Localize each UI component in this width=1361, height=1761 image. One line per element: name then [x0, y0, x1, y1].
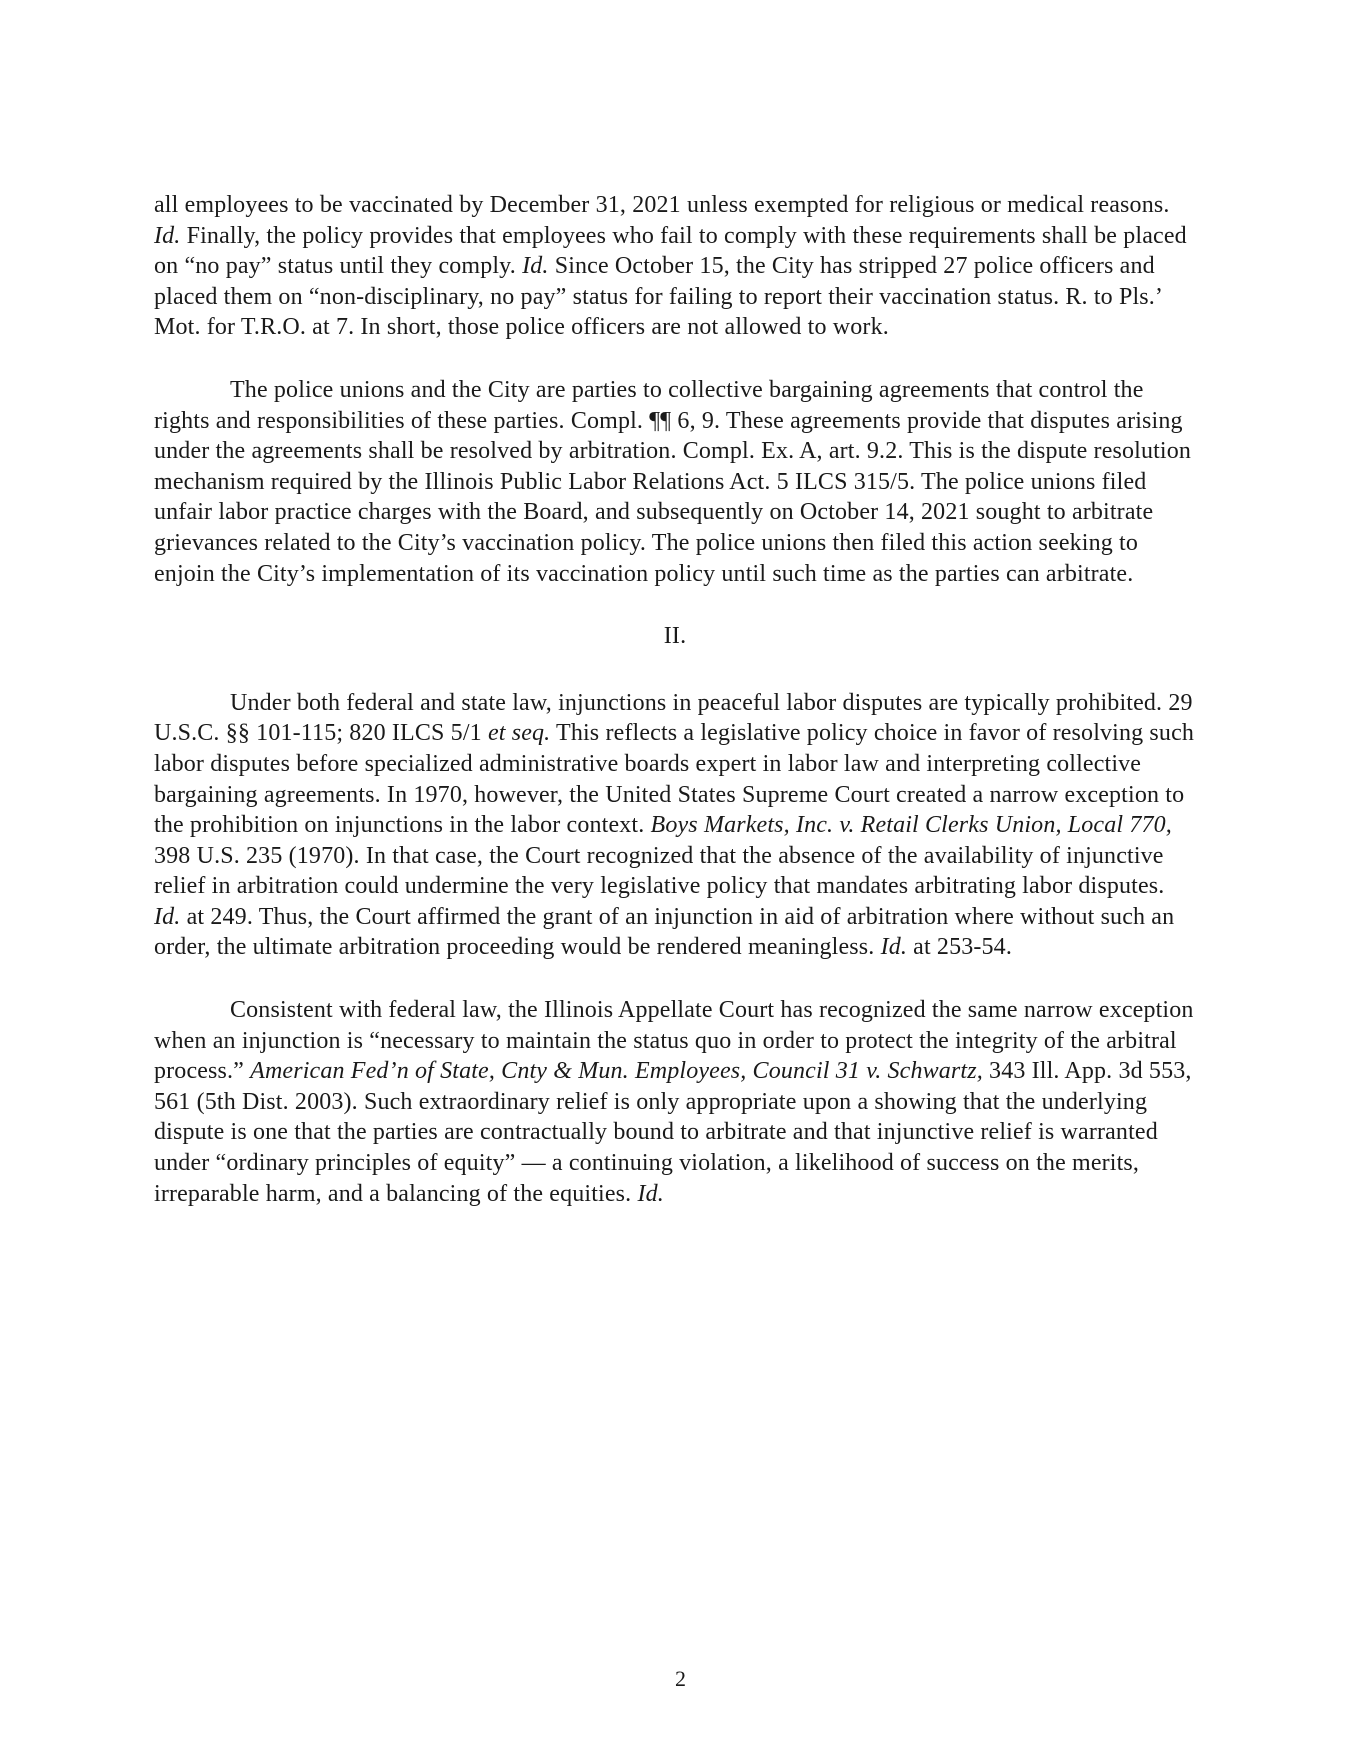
italic-citation: Id.: [154, 903, 181, 930]
paragraph-text: Since October 15, the City has stripped 27 police officers and placed them on “non-disciplinary, no pay” status for failing to report their vaccination status. R. to Pls.’ Mot. for T.R.O. at 7. In short, those police officers are not allowed to work.: [154, 253, 1162, 341]
paragraph-text: The police unions and the City are parties to collective bargaining agreements that control the rights and responsibilities of these parties. Compl. ¶¶ 6, 9. These agreements provide that disputes arising under the agreements shall be resolved by arbitration. Compl. Ex. A, art. 9.2. This is the dispute resolution mechanism required by the Illinois Public Labor Relations Act. 5 ILCS 315/5. The police unions filed unfair labor practice charges with the Board, and subsequently on October 14, 2021 sought to arbitrate grievances related to the City’s vaccination policy. The police unions then filed this action seeking to enjoin the City’s implementation of its vaccination policy until such time as the parties can arbitrate.: [154, 376, 1192, 587]
italic-citation: et seq.: [487, 720, 551, 747]
page-number: 2: [675, 1666, 686, 1691]
document-body: [154, 190, 1196, 1209]
italic-citation: Id.: [522, 253, 549, 280]
section-heading: II.: [663, 623, 687, 650]
paragraph: [154, 190, 1196, 343]
paragraph: [154, 688, 1196, 963]
paragraph-text: 398 U.S. 235 (1970). In that case, the Court recognized that the absence of the availability of injunctive relief in arbitration could undermine the very legislative policy that mandates arbitrating labor disputes.: [154, 842, 1165, 900]
italic-citation: Id.: [880, 934, 908, 961]
italic-citation: Id.: [637, 1180, 664, 1207]
paragraph-text: 343 Ill. App. 3d 553, 561 (5th Dist. 2003). Such extraordinary relief is only appropriate upon a showing that the underlying dispute is one that the parties are contractually bound to arbitrate and that injunctive relief is warranted under “ordinary principles of equity” — a continuing violation, a likelihood of success on the merits, irreparable harm, and a balancing of the equities.: [154, 1058, 1192, 1207]
paragraph: [154, 375, 1196, 589]
italic-citation: Boys Markets, Inc. v. Retail Clerks Union, Local 770,: [650, 812, 1172, 839]
paragraph-text: at 253-54.: [907, 934, 1012, 961]
paragraph-text: This reflects a legislative policy choice in favor of resolving such labor disputes before specialized administrative boards expert in labor law and interpreting collective bargaining agreements. In 1970, however, the United States Supreme Court created a narrow exception to the prohibition on injunctions in the labor context.: [154, 720, 1195, 839]
paragraph-text: at 249. Thus, the Court affirmed the grant of an injunction in aid of arbitration where without such an order, the ultimate arbitration proceeding would be rendered meaningless.: [154, 903, 1175, 961]
paragraph-text: all employees to be vaccinated by December 31, 2021 unless exempted for religious or medical reasons.: [154, 192, 1170, 218]
paragraph-text: Under both federal and state law, injunctions in peaceful labor disputes are typically prohibited. 29 U.S.C. §§ 101-115; 820 ILCS 5/1: [154, 689, 1193, 747]
paragraph-text: Consistent with federal law, the Illinois Appellate Court has recognized the same narrow exception when an injunction is “necessary to maintain the status quo in order to protect the integrity of the arbitral process.”: [154, 997, 1194, 1085]
italic-citation: American Fed’n of State, Cnty & Mun. Employees, Council 31 v. Schwartz,: [250, 1058, 983, 1085]
paragraph-text: Finally, the policy provides that employees who fail to comply with these requirements shall be placed on “no pay” status until they comply.: [154, 222, 1187, 280]
paragraph: [154, 995, 1196, 1209]
italic-citation: Id.: [154, 222, 181, 249]
